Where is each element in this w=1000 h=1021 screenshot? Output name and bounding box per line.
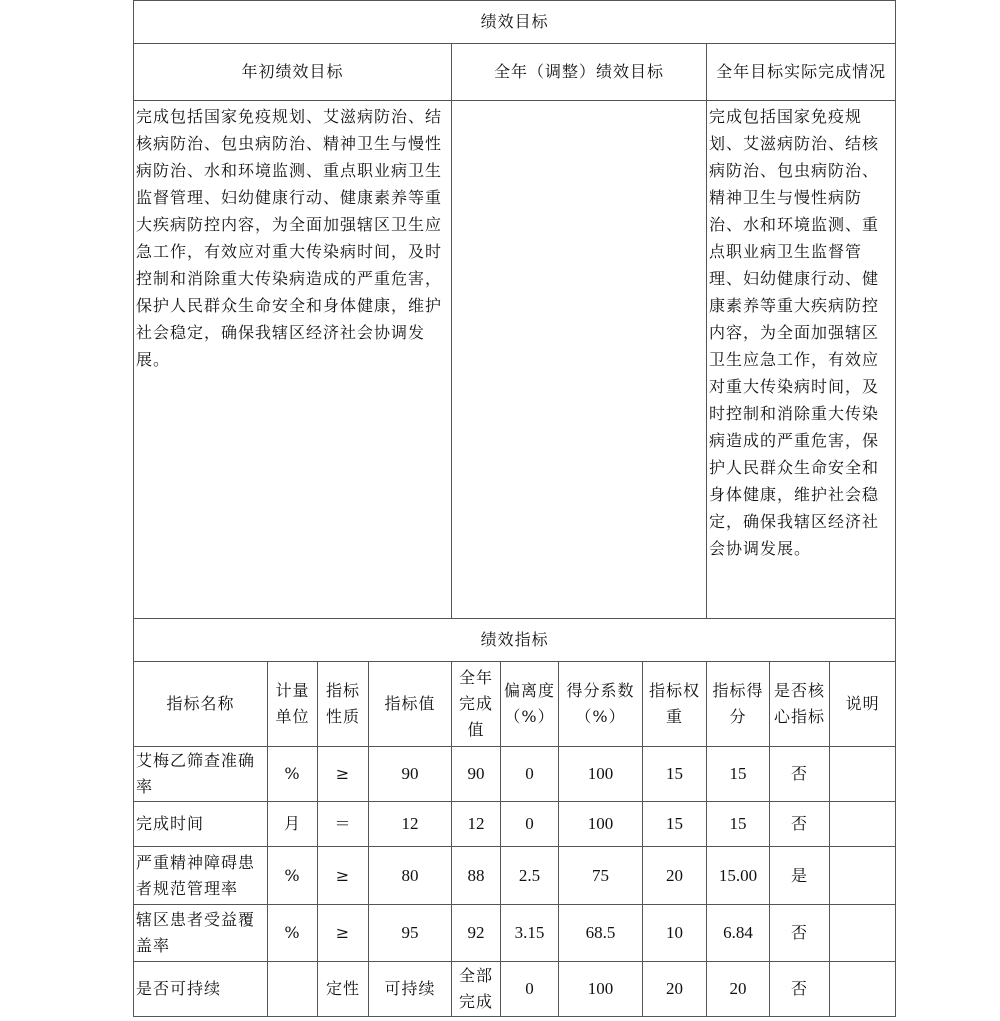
table-row [134,847,896,905]
indicator-core: 否 [770,747,830,802]
initial-goal-text: 完成包括国家免疫规划、艾滋病防治、结核病防治、包虫病防治、精神卫生与慢性病防治、水和环境监测、重点职业病卫生监督管理、妇幼健康行动、健康素养等重大疾病防控内容，为全面加强辖区卫生应急工作，有效应对重大传染病时间，及时控制和消除重大传染病造成的严重危害，保护人民群众生命安全和身体健康，维护社会稳定，确保我辖区经济社会协调发展。 [134,101,452,619]
indicator-name: 完成时间 [134,802,268,847]
indicator-core: 否 [770,962,830,1017]
indicators-section-title: 绩效指标 [134,619,896,662]
indicator-note [830,962,896,1017]
indicator-coefficient: 100 [559,802,643,847]
indicator-weight: 20 [643,847,707,905]
adjusted-goal-header: 全年（调整）绩效目标 [452,44,707,101]
actual-completion-header: 全年目标实际完成情况 [707,44,896,101]
indicator-name: 艾梅乙筛查准确率 [134,747,268,802]
indicator-completed: 全部完成 [452,962,501,1017]
header-core: 是否核心指标 [770,662,830,747]
indicator-completed: 88 [452,847,501,905]
table-row [134,905,896,962]
indicator-coefficient: 100 [559,962,643,1017]
indicator-deviation: 2.5 [501,847,559,905]
performance-report [133,0,895,1017]
indicator-core: 否 [770,905,830,962]
indicator-note [830,802,896,847]
table-row [134,802,896,847]
header-completed: 全年完成值 [452,662,501,747]
header-note: 说明 [830,662,896,747]
table-row [134,962,896,1017]
indicator-score: 6.84 [707,905,770,962]
indicator-score: 15 [707,747,770,802]
indicator-value: 12 [369,802,452,847]
indicator-completed: 92 [452,905,501,962]
indicator-unit: % [268,747,318,802]
indicator-deviation: 0 [501,962,559,1017]
indicator-nature: ≥ [318,747,369,802]
indicator-deviation: 3.15 [501,905,559,962]
header-name: 指标名称 [134,662,268,747]
indicator-nature: 定性 [318,962,369,1017]
indicator-note [830,847,896,905]
actual-completion-text: 完成包括国家免疫规划、艾滋病防治、结核病防治、包虫病防治、精神卫生与慢性病防治、水和环境监测、重点职业病卫生监督管理、妇幼健康行动、健康素养等重大疾病防控内容，为全面加强辖区卫生应急工作，有效应对重大传染病时间，及时控制和消除重大传染病造成的严重危害，保护人民群众生命安全和身体健康，维护社会稳定，确保我辖区经济社会协调发展。 [707,101,896,619]
indicator-value: 95 [369,905,452,962]
indicator-name: 严重精神障碍患者规范管理率 [134,847,268,905]
goals-section-title: 绩效目标 [134,1,896,44]
indicator-name: 是否可持续 [134,962,268,1017]
indicator-completed: 90 [452,747,501,802]
indicator-score: 20 [707,962,770,1017]
performance-table [133,0,896,1017]
header-weight: 指标权重 [643,662,707,747]
indicator-weight: 20 [643,962,707,1017]
table-row [134,747,896,802]
indicator-core: 否 [770,802,830,847]
indicator-score: 15.00 [707,847,770,905]
indicator-header-row [134,662,896,747]
indicator-unit: % [268,905,318,962]
indicator-value: 80 [369,847,452,905]
indicator-deviation: 0 [501,802,559,847]
header-coefficient: 得分系数（%） [559,662,643,747]
header-value: 指标值 [369,662,452,747]
header-unit: 计量单位 [268,662,318,747]
indicator-deviation: 0 [501,747,559,802]
indicator-value: 90 [369,747,452,802]
indicator-weight: 15 [643,747,707,802]
indicator-nature: ≥ [318,847,369,905]
indicator-value: 可持续 [369,962,452,1017]
indicator-unit: % [268,847,318,905]
indicator-coefficient: 75 [559,847,643,905]
indicator-nature: ≥ [318,905,369,962]
indicator-note [830,747,896,802]
adjusted-goal-text [452,101,707,619]
header-nature: 指标性质 [318,662,369,747]
indicator-completed: 12 [452,802,501,847]
indicator-score: 15 [707,802,770,847]
indicator-coefficient: 100 [559,747,643,802]
indicator-unit: 月 [268,802,318,847]
indicator-coefficient: 68.5 [559,905,643,962]
indicator-weight: 10 [643,905,707,962]
indicator-name: 辖区患者受益覆盖率 [134,905,268,962]
indicator-core: 是 [770,847,830,905]
indicator-unit [268,962,318,1017]
initial-goal-header: 年初绩效目标 [134,44,452,101]
indicator-weight: 15 [643,802,707,847]
indicator-note [830,905,896,962]
header-deviation: 偏离度（%） [501,662,559,747]
header-score: 指标得分 [707,662,770,747]
indicator-nature: ＝ [318,802,369,847]
